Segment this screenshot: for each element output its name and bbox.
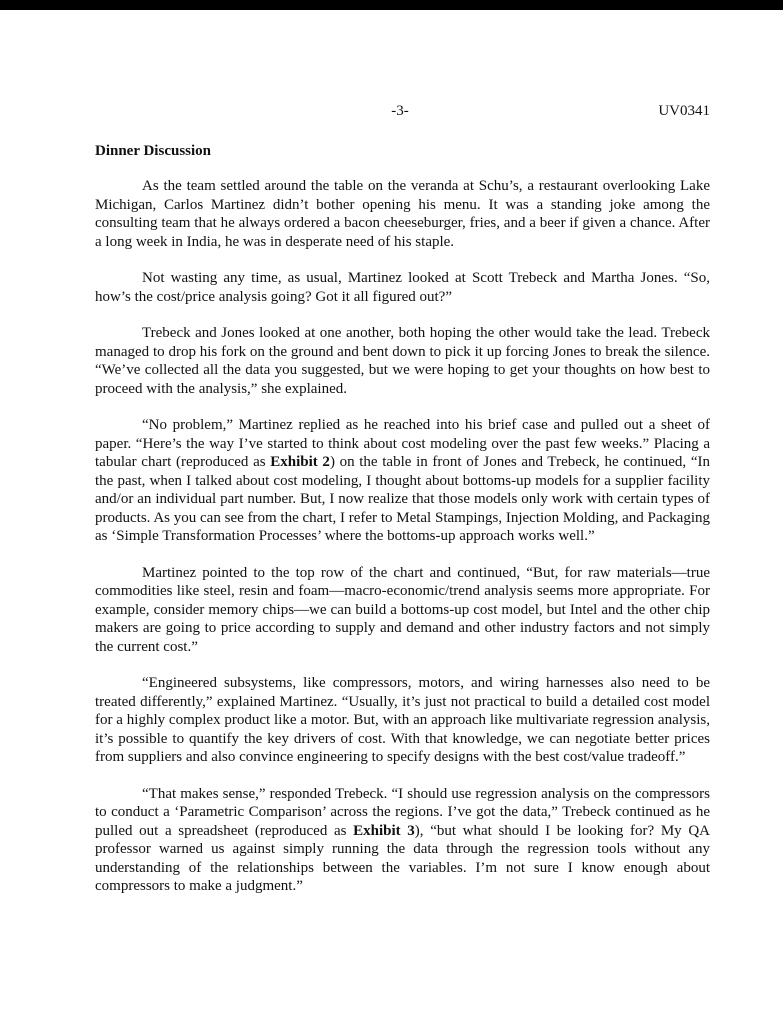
paragraph-4-part-1: “No problem,” Martinez replied as he reached into his brief case and pulled out a sheet of paper. “Here’s the way I’ve started to think about cost modeling over the past few weeks.” Placing a tabular chart (reproduced as [95, 417, 710, 470]
paragraph-5: Martinez pointed to the top row of the chart and continued, “But, for raw materials—true commodities like steel, resin and foam—macro-economic/trend analysis seems more appropriate. For example, consider memory chips—we can build a bottoms-up cost model, but Intel and the other chip makers are going to price according to supply and demand and other industry factors and not simply the current cost.” [95, 564, 710, 655]
paragraph-7 [95, 785, 710, 896]
body-text [95, 177, 710, 914]
exhibit-2-reference: Exhibit 2 [270, 454, 330, 470]
paragraph-7-part-2: ), “but what should I be looking for? My QA professor warned us against simply running the data through the regression tools without any understanding of the relationships between the variables. I’m not sure I know enough about compressors to make a judgment.” [95, 822, 710, 894]
section-heading: Dinner Discussion [95, 143, 212, 159]
paragraph-3: Trebeck and Jones looked at one another, both hoping the other would take the lead. Trebeck managed to drop his fork on the ground and bent down to pick it up forcing Jones to break the silence. “We’ve collected all the data you suggested, but we were hoping to get your thoughts on how best to proceed with the analysis,” she explained. [95, 325, 710, 397]
page-number: -3- [391, 103, 409, 119]
paragraph-7-part-1: “That makes sense,” responded Trebeck. “I should use regression analysis on the compressors to conduct a ‘Parametric Comparison’ across the regions. I’ve got the data,” Trebeck continued as he pulled out a spreadsheet (reproduced as [95, 785, 710, 839]
paragraph-4-part-2: ) on the table in front of Jones and Trebeck, he continued, “In the past, when I talked about cost modeling, I thought about bottoms-up models for a supplier facility and/or an individual part number. But, I now realize that those models only work with certain types of products. As you can see from the chart, I refer to Metal Stampings, Injection Molding, and Packaging as ‘Simple Transformation Processes’ where the bottoms-up approach works well.” [95, 454, 710, 544]
paragraph-1: As the team settled around the table on the veranda at Schu’s, a restaurant overlooking Lake Michigan, Carlos Martinez didn’t bother opening his menu. It was a standing joke among the consulting team that he always ordered a bacon cheeseburger, fries, and a beer if given a chance. After a long week in India, he was in desperate need of his staple. [95, 178, 710, 250]
top-border [0, 0, 783, 10]
paragraph-6: “Engineered subsystems, like compressors, motors, and wiring harnesses also need to be treated differently,” explained Martinez. “Usually, it’s just not practical to build a detailed cost model for a highly complex product like a motor. But, with an approach like multivariate regression analysis, it’s possible to quantify the key drivers of cost. With that knowledge, we can negotiate better prices from suppliers and also convince engineering to specify designs with the best cost/value tradeoff.” [95, 675, 710, 765]
exhibit-3-reference: Exhibit 3 [353, 822, 415, 839]
document-id: UV0341 [658, 103, 710, 119]
paragraph-4 [95, 416, 710, 546]
paragraph-2: Not wasting any time, as usual, Martinez looked at Scott Trebeck and Martha Jones. “So, how’s the cost/price analysis going? Got it all figured out?” [95, 270, 710, 305]
